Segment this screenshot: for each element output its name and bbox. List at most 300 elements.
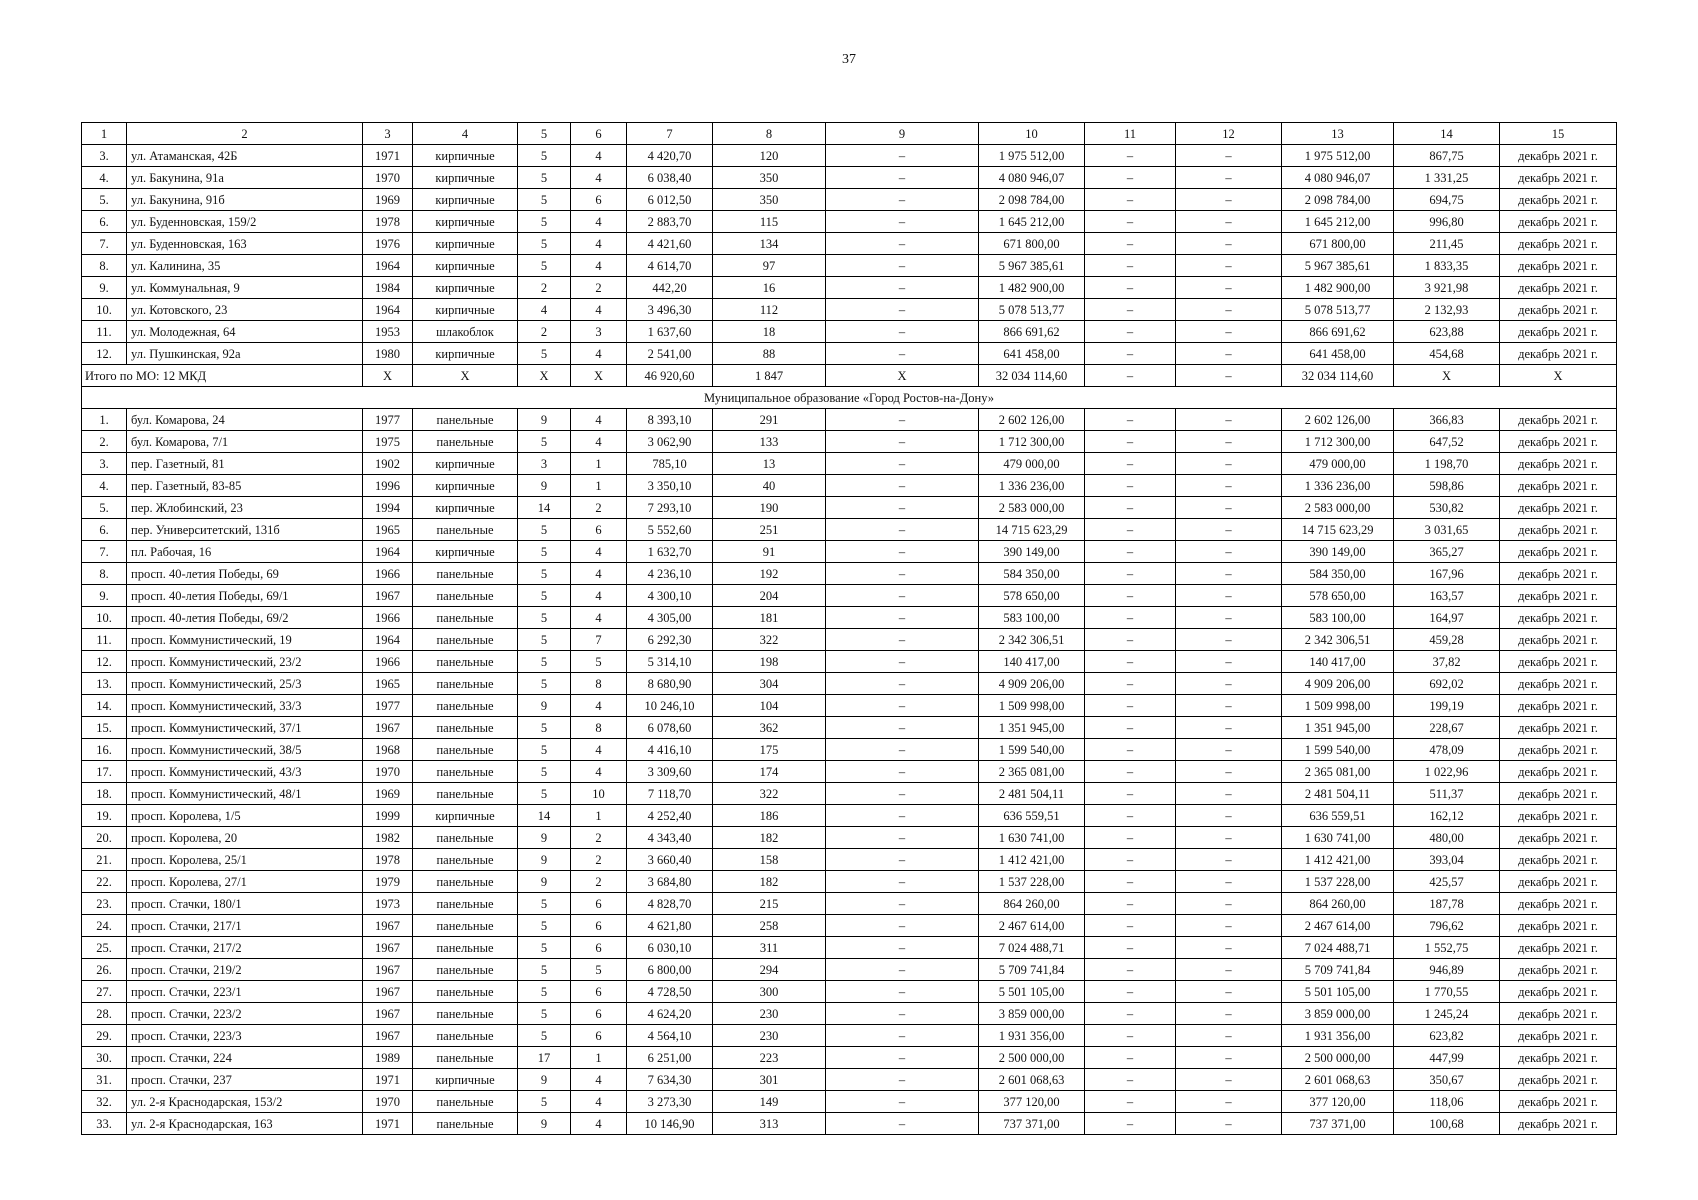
cost-per-m2-cell: 623,88 bbox=[1394, 321, 1500, 343]
column-12-cell: – bbox=[1176, 651, 1282, 673]
residents-cell: 88 bbox=[713, 343, 826, 365]
address-cell: просп. Коммунистический, 25/3 bbox=[127, 673, 363, 695]
column-12-cell: – bbox=[1176, 695, 1282, 717]
floors-cell: 5 bbox=[518, 233, 571, 255]
table-row bbox=[82, 651, 1617, 673]
floors-cell: 5 bbox=[518, 145, 571, 167]
material-cell: панельные bbox=[413, 607, 518, 629]
column-9-cell: – bbox=[826, 915, 979, 937]
material-cell: панельные bbox=[413, 871, 518, 893]
year-cell: 1978 bbox=[363, 849, 413, 871]
table-row bbox=[82, 981, 1617, 1003]
column-12-cell: – bbox=[1176, 233, 1282, 255]
row-number-cell: 10. bbox=[82, 299, 127, 321]
floors-cell: 5 bbox=[518, 981, 571, 1003]
residents-cell: 291 bbox=[713, 409, 826, 431]
deadline-cell: декабрь 2021 г. bbox=[1500, 541, 1617, 563]
table-row bbox=[82, 1069, 1617, 1091]
column-13-cell: 5 709 741,84 bbox=[1282, 959, 1394, 981]
material-cell: кирпичные bbox=[413, 233, 518, 255]
column-9-cell: – bbox=[826, 409, 979, 431]
floors-cell: 5 bbox=[518, 541, 571, 563]
row-number-cell: 4. bbox=[82, 475, 127, 497]
column-number-cell: 6 bbox=[571, 123, 627, 145]
residents-cell: 133 bbox=[713, 431, 826, 453]
floors-cell: 17 bbox=[518, 1047, 571, 1069]
cost-per-m2-cell: 692,02 bbox=[1394, 673, 1500, 695]
entrances-cell: 1 bbox=[571, 1047, 627, 1069]
cost-per-m2-cell: 454,68 bbox=[1394, 343, 1500, 365]
entrances-cell: 10 bbox=[571, 783, 627, 805]
table-row bbox=[82, 211, 1617, 233]
deadline-cell: декабрь 2021 г. bbox=[1500, 849, 1617, 871]
column-13-cell: 5 501 105,00 bbox=[1282, 981, 1394, 1003]
cost-per-m2-cell: 167,96 bbox=[1394, 563, 1500, 585]
column-13-cell: 584 350,00 bbox=[1282, 563, 1394, 585]
residents-cell: 134 bbox=[713, 233, 826, 255]
residents-cell: 304 bbox=[713, 673, 826, 695]
floors-cell: 9 bbox=[518, 475, 571, 497]
column-9-cell: – bbox=[826, 475, 979, 497]
deadline-cell: декабрь 2021 г. bbox=[1500, 871, 1617, 893]
residents-cell: 192 bbox=[713, 563, 826, 585]
deadline-cell: декабрь 2021 г. bbox=[1500, 563, 1617, 585]
column-11-cell: – bbox=[1085, 651, 1176, 673]
cost-cell: 3 859 000,00 bbox=[979, 1003, 1085, 1025]
floors-cell: 2 bbox=[518, 277, 571, 299]
year-cell: 1982 bbox=[363, 827, 413, 849]
year-cell: 1977 bbox=[363, 695, 413, 717]
area-cell: 4 621,80 bbox=[627, 915, 713, 937]
deadline-cell: декабрь 2021 г. bbox=[1500, 629, 1617, 651]
address-cell: просп. Коммунистический, 48/1 bbox=[127, 783, 363, 805]
entrances-cell: 4 bbox=[571, 255, 627, 277]
area-cell: 8 393,10 bbox=[627, 409, 713, 431]
entrances-cell: 5 bbox=[571, 651, 627, 673]
row-number-cell: 5. bbox=[82, 189, 127, 211]
deadline-cell: декабрь 2021 г. bbox=[1500, 189, 1617, 211]
cost-per-m2-cell: 187,78 bbox=[1394, 893, 1500, 915]
cost-cell: 1 482 900,00 bbox=[979, 277, 1085, 299]
table-body bbox=[82, 123, 1617, 1135]
floors-cell: 2 bbox=[518, 321, 571, 343]
row-number-cell: 6. bbox=[82, 211, 127, 233]
year-cell: 1975 bbox=[363, 431, 413, 453]
material-cell: панельные bbox=[413, 431, 518, 453]
column-9-cell: – bbox=[826, 827, 979, 849]
column-9-cell: – bbox=[826, 739, 979, 761]
cost-per-m2-cell: 598,86 bbox=[1394, 475, 1500, 497]
floors-cell: 4 bbox=[518, 299, 571, 321]
column-12-cell: – bbox=[1176, 1025, 1282, 1047]
residents-cell: 104 bbox=[713, 695, 826, 717]
address-cell: просп. Стачки, 217/2 bbox=[127, 937, 363, 959]
column-13-cell: 1 645 212,00 bbox=[1282, 211, 1394, 233]
column-9-cell: – bbox=[826, 673, 979, 695]
material-cell: панельные bbox=[413, 849, 518, 871]
cost-per-m2-cell: 1 331,25 bbox=[1394, 167, 1500, 189]
cost-per-m2-cell: 478,09 bbox=[1394, 739, 1500, 761]
cost-cell: 2 602 126,00 bbox=[979, 409, 1085, 431]
column-11-cell: – bbox=[1085, 585, 1176, 607]
floors-cell: 14 bbox=[518, 497, 571, 519]
address-cell: просп. Королева, 1/5 bbox=[127, 805, 363, 827]
area-cell: 4 421,60 bbox=[627, 233, 713, 255]
floors-cell: 9 bbox=[518, 409, 571, 431]
area-cell: 3 684,80 bbox=[627, 871, 713, 893]
total-per_m2-cell: X bbox=[1394, 365, 1500, 387]
column-12-cell: – bbox=[1176, 563, 1282, 585]
entrances-cell: 4 bbox=[571, 607, 627, 629]
column-11-cell: – bbox=[1085, 937, 1176, 959]
cost-per-m2-cell: 1 770,55 bbox=[1394, 981, 1500, 1003]
material-cell: панельные bbox=[413, 981, 518, 1003]
column-12-cell: – bbox=[1176, 1003, 1282, 1025]
entrances-cell: 4 bbox=[571, 1091, 627, 1113]
column-number-cell: 10 bbox=[979, 123, 1085, 145]
column-12-cell: – bbox=[1176, 453, 1282, 475]
deadline-cell: декабрь 2021 г. bbox=[1500, 805, 1617, 827]
row-number-cell: 9. bbox=[82, 585, 127, 607]
column-11-cell: – bbox=[1085, 145, 1176, 167]
table-row bbox=[82, 739, 1617, 761]
column-9-cell: – bbox=[826, 1003, 979, 1025]
total-area-cell: 46 920,60 bbox=[627, 365, 713, 387]
deadline-cell: декабрь 2021 г. bbox=[1500, 915, 1617, 937]
material-cell: кирпичные bbox=[413, 255, 518, 277]
floors-cell: 5 bbox=[518, 431, 571, 453]
cost-cell: 140 417,00 bbox=[979, 651, 1085, 673]
address-cell: просп. Стачки, 223/2 bbox=[127, 1003, 363, 1025]
material-cell: панельные bbox=[413, 893, 518, 915]
column-12-cell: – bbox=[1176, 541, 1282, 563]
table-row bbox=[82, 871, 1617, 893]
area-cell: 3 350,10 bbox=[627, 475, 713, 497]
column-11-cell: – bbox=[1085, 915, 1176, 937]
table-row bbox=[82, 805, 1617, 827]
entrances-cell: 4 bbox=[571, 299, 627, 321]
year-cell: 1953 bbox=[363, 321, 413, 343]
cost-cell: 737 371,00 bbox=[979, 1113, 1085, 1135]
column-13-cell: 1 412 421,00 bbox=[1282, 849, 1394, 871]
floors-cell: 5 bbox=[518, 959, 571, 981]
deadline-cell: декабрь 2021 г. bbox=[1500, 651, 1617, 673]
cost-per-m2-cell: 1 552,75 bbox=[1394, 937, 1500, 959]
table-row bbox=[82, 1091, 1617, 1113]
total-label: Итого по МО: 12 МКД bbox=[82, 365, 363, 387]
deadline-cell: декабрь 2021 г. bbox=[1500, 299, 1617, 321]
year-cell: 1969 bbox=[363, 783, 413, 805]
table-row bbox=[82, 409, 1617, 431]
floors-cell: 5 bbox=[518, 629, 571, 651]
row-number-cell: 7. bbox=[82, 233, 127, 255]
area-cell: 4 614,70 bbox=[627, 255, 713, 277]
cost-per-m2-cell: 3 031,65 bbox=[1394, 519, 1500, 541]
cost-per-m2-cell: 3 921,98 bbox=[1394, 277, 1500, 299]
year-cell: 1964 bbox=[363, 541, 413, 563]
floors-cell: 5 bbox=[518, 915, 571, 937]
area-cell: 6 251,00 bbox=[627, 1047, 713, 1069]
column-number-cell: 7 bbox=[627, 123, 713, 145]
cost-per-m2-cell: 647,52 bbox=[1394, 431, 1500, 453]
column-11-cell: – bbox=[1085, 541, 1176, 563]
cost-cell: 866 691,62 bbox=[979, 321, 1085, 343]
residents-cell: 181 bbox=[713, 607, 826, 629]
table-row bbox=[82, 475, 1617, 497]
column-11-cell: – bbox=[1085, 1091, 1176, 1113]
row-number-cell: 14. bbox=[82, 695, 127, 717]
total-c11-cell: – bbox=[1085, 365, 1176, 387]
column-11-cell: – bbox=[1085, 563, 1176, 585]
area-cell: 3 496,30 bbox=[627, 299, 713, 321]
address-cell: просп. Стачки, 217/1 bbox=[127, 915, 363, 937]
entrances-cell: 2 bbox=[571, 827, 627, 849]
residents-cell: 115 bbox=[713, 211, 826, 233]
column-number-cell: 14 bbox=[1394, 123, 1500, 145]
table-row bbox=[82, 1113, 1617, 1135]
cost-cell: 2 583 000,00 bbox=[979, 497, 1085, 519]
column-12-cell: – bbox=[1176, 519, 1282, 541]
column-9-cell: – bbox=[826, 453, 979, 475]
entrances-cell: 6 bbox=[571, 915, 627, 937]
row-number-cell: 32. bbox=[82, 1091, 127, 1113]
column-11-cell: – bbox=[1085, 1069, 1176, 1091]
column-13-cell: 2 601 068,63 bbox=[1282, 1069, 1394, 1091]
cost-per-m2-cell: 393,04 bbox=[1394, 849, 1500, 871]
residents-cell: 322 bbox=[713, 629, 826, 651]
deadline-cell: декабрь 2021 г. bbox=[1500, 453, 1617, 475]
column-13-cell: 636 559,51 bbox=[1282, 805, 1394, 827]
material-cell: панельные bbox=[413, 409, 518, 431]
cost-per-m2-cell: 162,12 bbox=[1394, 805, 1500, 827]
column-13-cell: 2 342 306,51 bbox=[1282, 629, 1394, 651]
cost-per-m2-cell: 480,00 bbox=[1394, 827, 1500, 849]
column-13-cell: 2 583 000,00 bbox=[1282, 497, 1394, 519]
column-13-cell: 1 630 741,00 bbox=[1282, 827, 1394, 849]
column-9-cell: – bbox=[826, 805, 979, 827]
area-cell: 5 314,10 bbox=[627, 651, 713, 673]
residents-cell: 215 bbox=[713, 893, 826, 915]
material-cell: панельные bbox=[413, 1091, 518, 1113]
cost-cell: 1 931 356,00 bbox=[979, 1025, 1085, 1047]
column-12-cell: – bbox=[1176, 607, 1282, 629]
year-cell: 1973 bbox=[363, 893, 413, 915]
address-cell: бул. Комарова, 7/1 bbox=[127, 431, 363, 453]
column-11-cell: – bbox=[1085, 321, 1176, 343]
cost-per-m2-cell: 228,67 bbox=[1394, 717, 1500, 739]
year-cell: 1984 bbox=[363, 277, 413, 299]
address-cell: пер. Газетный, 81 bbox=[127, 453, 363, 475]
address-cell: пер. Газетный, 83-85 bbox=[127, 475, 363, 497]
area-cell: 1 637,60 bbox=[627, 321, 713, 343]
column-number-cell: 12 bbox=[1176, 123, 1282, 145]
column-11-cell: – bbox=[1085, 761, 1176, 783]
column-13-cell: 2 467 614,00 bbox=[1282, 915, 1394, 937]
column-11-cell: – bbox=[1085, 519, 1176, 541]
cost-cell: 1 645 212,00 bbox=[979, 211, 1085, 233]
column-12-cell: – bbox=[1176, 827, 1282, 849]
area-cell: 3 309,60 bbox=[627, 761, 713, 783]
column-12-cell: – bbox=[1176, 783, 1282, 805]
address-cell: просп. Коммунистический, 19 bbox=[127, 629, 363, 651]
table-row bbox=[82, 497, 1617, 519]
column-13-cell: 1 336 236,00 bbox=[1282, 475, 1394, 497]
column-12-cell: – bbox=[1176, 805, 1282, 827]
column-13-cell: 479 000,00 bbox=[1282, 453, 1394, 475]
year-cell: 1977 bbox=[363, 409, 413, 431]
material-cell: кирпичные bbox=[413, 497, 518, 519]
row-number-cell: 18. bbox=[82, 783, 127, 805]
cost-cell: 2 098 784,00 bbox=[979, 189, 1085, 211]
material-cell: панельные bbox=[413, 585, 518, 607]
cost-cell: 5 078 513,77 bbox=[979, 299, 1085, 321]
column-9-cell: – bbox=[826, 1091, 979, 1113]
residents-cell: 230 bbox=[713, 1025, 826, 1047]
area-cell: 10 246,10 bbox=[627, 695, 713, 717]
material-cell: панельные bbox=[413, 827, 518, 849]
address-cell: просп. Королева, 25/1 bbox=[127, 849, 363, 871]
cost-cell: 14 715 623,29 bbox=[979, 519, 1085, 541]
entrances-cell: 2 bbox=[571, 849, 627, 871]
cost-cell: 5 709 741,84 bbox=[979, 959, 1085, 981]
floors-cell: 5 bbox=[518, 937, 571, 959]
year-cell: 1966 bbox=[363, 651, 413, 673]
cost-per-m2-cell: 694,75 bbox=[1394, 189, 1500, 211]
column-13-cell: 1 482 900,00 bbox=[1282, 277, 1394, 299]
deadline-cell: декабрь 2021 г. bbox=[1500, 255, 1617, 277]
column-12-cell: – bbox=[1176, 717, 1282, 739]
table-row bbox=[82, 1025, 1617, 1047]
row-number-cell: 2. bbox=[82, 431, 127, 453]
table-row bbox=[82, 189, 1617, 211]
entrances-cell: 8 bbox=[571, 717, 627, 739]
year-cell: 1967 bbox=[363, 585, 413, 607]
column-13-cell: 2 098 784,00 bbox=[1282, 189, 1394, 211]
cost-per-m2-cell: 199,19 bbox=[1394, 695, 1500, 717]
cost-cell: 2 601 068,63 bbox=[979, 1069, 1085, 1091]
row-number-cell: 28. bbox=[82, 1003, 127, 1025]
address-cell: просп. Стачки, 223/3 bbox=[127, 1025, 363, 1047]
cost-cell: 4 909 206,00 bbox=[979, 673, 1085, 695]
address-cell: просп. 40-летия Победы, 69/1 bbox=[127, 585, 363, 607]
address-cell: просп. Стачки, 223/1 bbox=[127, 981, 363, 1003]
deadline-cell: декабрь 2021 г. bbox=[1500, 827, 1617, 849]
address-cell: ул. Атаманская, 42Б bbox=[127, 145, 363, 167]
floors-cell: 5 bbox=[518, 343, 571, 365]
column-13-cell: 5 967 385,61 bbox=[1282, 255, 1394, 277]
table-row bbox=[82, 959, 1617, 981]
entrances-cell: 4 bbox=[571, 343, 627, 365]
column-12-cell: – bbox=[1176, 1047, 1282, 1069]
row-number-cell: 33. bbox=[82, 1113, 127, 1135]
column-12-cell: – bbox=[1176, 1113, 1282, 1135]
column-13-cell: 864 260,00 bbox=[1282, 893, 1394, 915]
material-cell: кирпичные bbox=[413, 145, 518, 167]
residents-cell: 158 bbox=[713, 849, 826, 871]
deadline-cell: декабрь 2021 г. bbox=[1500, 607, 1617, 629]
entrances-cell: 1 bbox=[571, 805, 627, 827]
year-cell: 1969 bbox=[363, 189, 413, 211]
entrances-cell: 4 bbox=[571, 1069, 627, 1091]
floors-cell: 9 bbox=[518, 849, 571, 871]
cost-cell: 5 967 385,61 bbox=[979, 255, 1085, 277]
residents-cell: 16 bbox=[713, 277, 826, 299]
cost-cell: 1 599 540,00 bbox=[979, 739, 1085, 761]
address-cell: пер. Жлобинский, 23 bbox=[127, 497, 363, 519]
column-9-cell: – bbox=[826, 651, 979, 673]
year-cell: 1966 bbox=[363, 607, 413, 629]
column-9-cell: – bbox=[826, 497, 979, 519]
address-cell: просп. Стачки, 237 bbox=[127, 1069, 363, 1091]
deadline-cell: декабрь 2021 г. bbox=[1500, 431, 1617, 453]
material-cell: панельные bbox=[413, 761, 518, 783]
page-number: 37 bbox=[842, 52, 856, 67]
deadline-cell: декабрь 2021 г. bbox=[1500, 673, 1617, 695]
entrances-cell: 1 bbox=[571, 475, 627, 497]
table-row bbox=[82, 673, 1617, 695]
table-row bbox=[82, 255, 1617, 277]
column-number-cell: 4 bbox=[413, 123, 518, 145]
address-cell: ул. Бакунина, 91б bbox=[127, 189, 363, 211]
column-11-cell: – bbox=[1085, 783, 1176, 805]
total-c9-cell: X bbox=[826, 365, 979, 387]
row-number-cell: 12. bbox=[82, 651, 127, 673]
column-9-cell: – bbox=[826, 299, 979, 321]
column-13-cell: 1 975 512,00 bbox=[1282, 145, 1394, 167]
entrances-cell: 5 bbox=[571, 959, 627, 981]
table-row bbox=[82, 607, 1617, 629]
area-cell: 7 634,30 bbox=[627, 1069, 713, 1091]
residents-cell: 204 bbox=[713, 585, 826, 607]
column-13-cell: 1 599 540,00 bbox=[1282, 739, 1394, 761]
year-cell: 1980 bbox=[363, 343, 413, 365]
residents-cell: 300 bbox=[713, 981, 826, 1003]
cost-cell: 1 630 741,00 bbox=[979, 827, 1085, 849]
table-row bbox=[82, 541, 1617, 563]
entrances-cell: 1 bbox=[571, 453, 627, 475]
column-11-cell: – bbox=[1085, 189, 1176, 211]
residents-cell: 120 bbox=[713, 145, 826, 167]
row-number-cell: 16. bbox=[82, 739, 127, 761]
section-title: Муниципальное образование «Город Ростов-на-Дону» bbox=[82, 387, 1617, 409]
cost-cell: 2 342 306,51 bbox=[979, 629, 1085, 651]
column-9-cell: – bbox=[826, 563, 979, 585]
column-11-cell: – bbox=[1085, 167, 1176, 189]
year-cell: 1999 bbox=[363, 805, 413, 827]
cost-per-m2-cell: 37,82 bbox=[1394, 651, 1500, 673]
deadline-cell: декабрь 2021 г. bbox=[1500, 937, 1617, 959]
material-cell: кирпичные bbox=[413, 277, 518, 299]
material-cell: панельные bbox=[413, 739, 518, 761]
area-cell: 4 300,10 bbox=[627, 585, 713, 607]
address-cell: просп. Королева, 20 bbox=[127, 827, 363, 849]
address-cell: просп. Стачки, 219/2 bbox=[127, 959, 363, 981]
column-9-cell: – bbox=[826, 783, 979, 805]
column-12-cell: – bbox=[1176, 167, 1282, 189]
deadline-cell: декабрь 2021 г. bbox=[1500, 1003, 1617, 1025]
year-cell: 1996 bbox=[363, 475, 413, 497]
total-c13-cell: 32 034 114,60 bbox=[1282, 365, 1394, 387]
column-9-cell: – bbox=[826, 189, 979, 211]
address-cell: просп. Коммунистический, 37/1 bbox=[127, 717, 363, 739]
residents-cell: 190 bbox=[713, 497, 826, 519]
address-cell: просп. Коммунистический, 43/3 bbox=[127, 761, 363, 783]
column-13-cell: 1 712 300,00 bbox=[1282, 431, 1394, 453]
material-cell: панельные bbox=[413, 629, 518, 651]
floors-cell: 5 bbox=[518, 893, 571, 915]
material-cell: кирпичные bbox=[413, 541, 518, 563]
material-cell: кирпичные bbox=[413, 299, 518, 321]
